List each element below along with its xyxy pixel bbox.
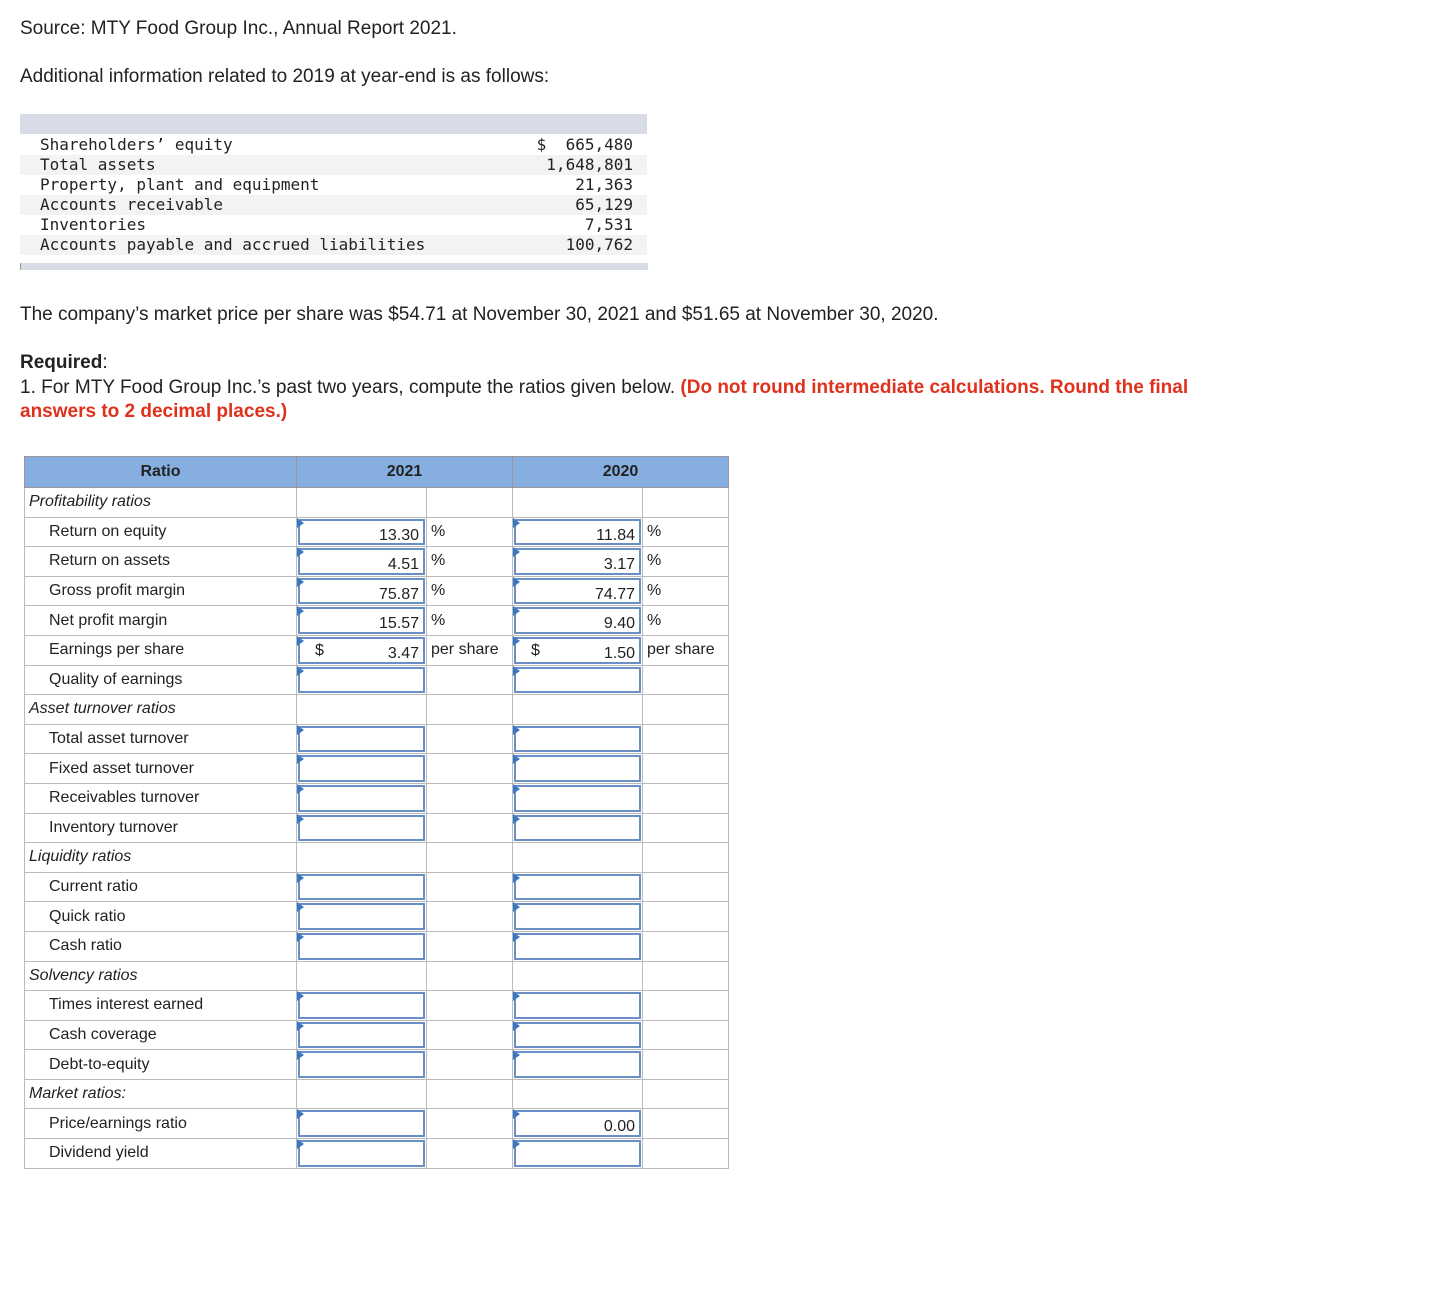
input-marker-icon bbox=[297, 754, 304, 764]
ratio-label: Quality of earnings bbox=[25, 665, 297, 695]
section-label: Liquidity ratios bbox=[25, 843, 297, 873]
info-table bbox=[20, 114, 647, 271]
input-marker-icon bbox=[297, 991, 304, 1001]
info-table-header-bar bbox=[20, 114, 647, 134]
answer-input-2020[interactable] bbox=[514, 578, 641, 605]
input-marker-icon bbox=[513, 518, 520, 528]
ratio-row bbox=[25, 1050, 729, 1080]
info-table-footer-bar bbox=[20, 263, 648, 270]
answer-input-2021[interactable] bbox=[298, 785, 425, 812]
ratio-row bbox=[25, 902, 729, 932]
input-marker-icon bbox=[513, 902, 520, 912]
header-ratio: Ratio bbox=[25, 457, 297, 488]
ratio-label: Fixed asset turnover bbox=[25, 754, 297, 784]
input-marker-icon bbox=[297, 784, 304, 794]
input-marker-icon bbox=[513, 725, 520, 735]
unit-cell-2020 bbox=[643, 991, 729, 1021]
unit-cell-2021 bbox=[427, 902, 513, 932]
unit-cell-2020 bbox=[643, 902, 729, 932]
answer-input-2020[interactable] bbox=[514, 755, 641, 782]
unit-cell-2020 bbox=[643, 754, 729, 784]
unit-cell-2021 bbox=[427, 872, 513, 902]
input-marker-icon bbox=[297, 932, 304, 942]
input-cell-2021 bbox=[297, 517, 427, 547]
answer-input-2020[interactable] bbox=[514, 607, 641, 634]
section-label: Asset turnover ratios bbox=[25, 695, 297, 725]
ratio-label: Return on assets bbox=[25, 547, 297, 577]
unit-cell-2020 bbox=[643, 665, 729, 695]
input-marker-icon bbox=[513, 547, 520, 557]
answer-value: 3.47 bbox=[387, 644, 419, 662]
input-cell-2021 bbox=[297, 783, 427, 813]
input-marker-icon bbox=[297, 577, 304, 587]
input-cell-2021 bbox=[297, 872, 427, 902]
input-marker-icon bbox=[513, 1109, 520, 1119]
input-cell-2020 bbox=[513, 724, 643, 754]
input-cell-2020 bbox=[513, 1050, 643, 1080]
answer-input-2020[interactable] bbox=[514, 874, 641, 901]
ratio-label: Price/earnings ratio bbox=[25, 1109, 297, 1139]
input-cell-2020 bbox=[513, 635, 643, 665]
section-row bbox=[25, 488, 729, 518]
unit-cell-2021 bbox=[427, 488, 513, 518]
answer-input-2020[interactable] bbox=[514, 785, 641, 812]
market-price-text: The company’s market price per share was $54.71 at November 30, 2021 and $51.65 at November 30, 2020. bbox=[20, 304, 939, 325]
answer-value: 15.57 bbox=[378, 615, 419, 633]
answer-input-2021[interactable] bbox=[298, 933, 425, 960]
answer-input-2021[interactable] bbox=[298, 815, 425, 842]
unit-cell-2020 bbox=[643, 724, 729, 754]
ratio-label: Inventory turnover bbox=[25, 813, 297, 843]
unit-cell-2020 bbox=[643, 813, 729, 843]
input-cell-2021 bbox=[297, 547, 427, 577]
input-cell-2021 bbox=[297, 754, 427, 784]
ratio-table bbox=[24, 456, 729, 1169]
answer-input-2021[interactable] bbox=[298, 755, 425, 782]
input-marker-icon bbox=[297, 1050, 304, 1060]
answer-input-2021[interactable] bbox=[298, 1110, 425, 1137]
input-marker-icon bbox=[513, 873, 520, 883]
input-cell-2021 bbox=[297, 931, 427, 961]
ratio-label: Total asset turnover bbox=[25, 724, 297, 754]
ratio-row bbox=[25, 754, 729, 784]
input-marker-icon bbox=[297, 902, 304, 912]
unit-cell-2020 bbox=[643, 931, 729, 961]
info-row bbox=[20, 175, 647, 195]
answer-input-2021[interactable] bbox=[298, 519, 425, 546]
answer-input-2020[interactable] bbox=[514, 1022, 641, 1049]
rounding-note: (Do not round intermediate calculations. Round the final answers to 2 decimal places.) bbox=[20, 377, 1189, 422]
ratio-label: Dividend yield bbox=[25, 1139, 297, 1169]
ratio-row bbox=[25, 813, 729, 843]
input-marker-icon bbox=[297, 606, 304, 616]
unit-cell-2020 bbox=[643, 783, 729, 813]
unit-cell-2021: % bbox=[427, 576, 513, 606]
empty-cell bbox=[513, 1079, 643, 1109]
answer-input-2020[interactable] bbox=[514, 933, 641, 960]
unit-cell-2020 bbox=[643, 843, 729, 873]
input-marker-icon bbox=[513, 666, 520, 676]
unit-cell-2021 bbox=[427, 961, 513, 991]
input-marker-icon bbox=[297, 1139, 304, 1149]
required-heading-colon: : bbox=[102, 352, 108, 373]
ratio-row bbox=[25, 1109, 729, 1139]
answer-input-2020[interactable] bbox=[514, 1051, 641, 1078]
section-row bbox=[25, 1079, 729, 1109]
input-cell-2021 bbox=[297, 635, 427, 665]
info-row-value: $ 665,480 bbox=[536, 135, 633, 154]
unit-cell-2020 bbox=[643, 1020, 729, 1050]
unit-cell-2021 bbox=[427, 931, 513, 961]
unit-cell-2021 bbox=[427, 1139, 513, 1169]
info-row-value: 100,762 bbox=[565, 235, 633, 254]
input-marker-icon bbox=[513, 991, 520, 1001]
empty-cell bbox=[513, 961, 643, 991]
unit-cell-2021 bbox=[427, 783, 513, 813]
ratio-label: Quick ratio bbox=[25, 902, 297, 932]
input-marker-icon bbox=[513, 1139, 520, 1149]
input-marker-icon bbox=[513, 1050, 520, 1060]
unit-cell-2021 bbox=[427, 843, 513, 873]
required-heading-text: Required bbox=[20, 352, 103, 373]
additional-info-line: Additional information related to 2019 at year-end is as follows: bbox=[20, 66, 550, 87]
unit-cell-2021 bbox=[427, 1079, 513, 1109]
section-row bbox=[25, 843, 729, 873]
answer-input-2021[interactable] bbox=[298, 1140, 425, 1167]
input-marker-icon bbox=[297, 666, 304, 676]
unit-cell-2020 bbox=[643, 1050, 729, 1080]
unit-cell-2020 bbox=[643, 1139, 729, 1169]
answer-value: 1.50 bbox=[603, 644, 635, 662]
ratio-row bbox=[25, 1020, 729, 1050]
input-cell-2021 bbox=[297, 1050, 427, 1080]
input-cell-2020 bbox=[513, 665, 643, 695]
ratio-row bbox=[25, 783, 729, 813]
ratio-label: Cash coverage bbox=[25, 1020, 297, 1050]
answer-input-2020[interactable] bbox=[514, 992, 641, 1019]
answer-value: 74.77 bbox=[594, 585, 635, 603]
unit-cell-2020 bbox=[643, 695, 729, 725]
answer-input-2020[interactable] bbox=[514, 726, 641, 753]
info-row-value: 21,363 bbox=[575, 175, 633, 194]
input-cell-2021 bbox=[297, 902, 427, 932]
input-cell-2020 bbox=[513, 931, 643, 961]
info-row bbox=[20, 135, 647, 155]
answer-value: 11.84 bbox=[596, 526, 635, 544]
answer-value: 75.87 bbox=[378, 585, 419, 603]
input-cell-2021 bbox=[297, 665, 427, 695]
unit-cell-2020 bbox=[643, 961, 729, 991]
answer-input-2021[interactable] bbox=[298, 578, 425, 605]
empty-cell bbox=[297, 488, 427, 518]
unit-cell-2020 bbox=[643, 488, 729, 518]
input-marker-icon bbox=[513, 932, 520, 942]
input-cell-2021 bbox=[297, 576, 427, 606]
input-marker-icon bbox=[297, 725, 304, 735]
answer-value: 0.00 bbox=[603, 1118, 635, 1136]
unit-cell-2021 bbox=[427, 813, 513, 843]
info-row bbox=[20, 195, 647, 215]
section-label: Market ratios: bbox=[25, 1079, 297, 1109]
input-cell-2020 bbox=[513, 517, 643, 547]
ratio-label: Return on equity bbox=[25, 517, 297, 547]
input-marker-icon bbox=[513, 606, 520, 616]
input-cell-2021 bbox=[297, 606, 427, 636]
header-2020: 2020 bbox=[513, 457, 729, 488]
ratio-label: Debt-to-equity bbox=[25, 1050, 297, 1080]
input-marker-icon bbox=[297, 873, 304, 883]
info-row-label: Property, plant and equipment bbox=[40, 175, 320, 194]
unit-cell-2020: % bbox=[643, 576, 729, 606]
answer-input-2021[interactable] bbox=[298, 992, 425, 1019]
answer-input-2021[interactable] bbox=[298, 1022, 425, 1049]
section-label: Solvency ratios bbox=[25, 961, 297, 991]
answer-input-2021[interactable] bbox=[298, 874, 425, 901]
answer-value: 13.30 bbox=[378, 526, 419, 544]
info-row bbox=[20, 215, 647, 235]
ratio-row bbox=[25, 991, 729, 1021]
answer-input-2020[interactable] bbox=[514, 815, 641, 842]
input-marker-icon bbox=[513, 754, 520, 764]
ratio-label: Cash ratio bbox=[25, 931, 297, 961]
ratio-label: Gross profit margin bbox=[25, 576, 297, 606]
unit-cell-2020 bbox=[643, 872, 729, 902]
ratio-row bbox=[25, 724, 729, 754]
unit-cell-2021 bbox=[427, 1020, 513, 1050]
empty-cell bbox=[513, 695, 643, 725]
unit-cell-2021 bbox=[427, 1109, 513, 1139]
answer-input-2021[interactable] bbox=[298, 726, 425, 753]
input-cell-2021 bbox=[297, 991, 427, 1021]
ratio-label: Receivables turnover bbox=[25, 783, 297, 813]
unit-cell-2020 bbox=[643, 1109, 729, 1139]
unit-cell-2021: % bbox=[427, 547, 513, 577]
input-cell-2020 bbox=[513, 813, 643, 843]
empty-cell bbox=[297, 843, 427, 873]
ratio-row bbox=[25, 872, 729, 902]
ratio-row bbox=[25, 606, 729, 636]
unit-cell-2021 bbox=[427, 1050, 513, 1080]
answer-value: 9.40 bbox=[603, 615, 635, 633]
unit-cell-2020: % bbox=[643, 547, 729, 577]
input-cell-2020 bbox=[513, 1109, 643, 1139]
input-cell-2020 bbox=[513, 1020, 643, 1050]
input-marker-icon bbox=[513, 577, 520, 587]
answer-input-2020[interactable] bbox=[514, 548, 641, 575]
unit-cell-2021 bbox=[427, 665, 513, 695]
info-row-label: Inventories bbox=[40, 215, 146, 234]
answer-input-2021[interactable] bbox=[298, 903, 425, 930]
input-cell-2020 bbox=[513, 902, 643, 932]
input-marker-icon bbox=[513, 814, 520, 824]
required-heading bbox=[20, 352, 108, 374]
unit-cell-2021 bbox=[427, 724, 513, 754]
required-text: 1. For MTY Food Group Inc.’s past two years, compute the ratios given below. bbox=[20, 377, 681, 398]
info-row-value: 65,129 bbox=[575, 195, 633, 214]
section-label: Profitability ratios bbox=[25, 488, 297, 518]
unit-cell-2021: % bbox=[427, 606, 513, 636]
answer-value: 4.51 bbox=[387, 556, 419, 574]
required-instructions bbox=[20, 376, 1250, 424]
input-cell-2020 bbox=[513, 547, 643, 577]
answer-input-2020[interactable] bbox=[514, 903, 641, 930]
answer-input-2020[interactable] bbox=[514, 1140, 641, 1167]
answer-input-2020[interactable] bbox=[514, 519, 641, 546]
answer-input-2021[interactable] bbox=[298, 1051, 425, 1078]
unit-cell-2021: % bbox=[427, 517, 513, 547]
answer-input-2021[interactable] bbox=[298, 667, 425, 694]
answer-value: 3.17 bbox=[603, 556, 635, 574]
input-marker-icon bbox=[297, 1109, 304, 1119]
ratio-row bbox=[25, 665, 729, 695]
answer-input-2020[interactable] bbox=[514, 637, 641, 664]
ratio-row bbox=[25, 547, 729, 577]
header-2021: 2021 bbox=[297, 457, 513, 488]
info-table-rows bbox=[20, 135, 647, 255]
empty-cell bbox=[513, 843, 643, 873]
empty-cell bbox=[297, 1079, 427, 1109]
ratio-label: Earnings per share bbox=[25, 635, 297, 665]
info-row bbox=[20, 155, 647, 175]
info-row-label: Shareholders’ equity bbox=[40, 135, 233, 154]
input-marker-icon bbox=[297, 1021, 304, 1031]
input-cell-2020 bbox=[513, 783, 643, 813]
ratio-row bbox=[25, 931, 729, 961]
unit-cell-2020: per share bbox=[643, 635, 729, 665]
unit-cell-2020: % bbox=[643, 606, 729, 636]
answer-input-2020[interactable] bbox=[514, 1110, 641, 1137]
input-cell-2021 bbox=[297, 813, 427, 843]
ratio-label: Times interest earned bbox=[25, 991, 297, 1021]
input-marker-icon bbox=[513, 1021, 520, 1031]
info-row-label: Total assets bbox=[40, 155, 156, 174]
input-cell-2021 bbox=[297, 1139, 427, 1169]
unit-cell-2020: % bbox=[643, 517, 729, 547]
section-row bbox=[25, 695, 729, 725]
answer-input-2021[interactable] bbox=[298, 548, 425, 575]
input-marker-icon bbox=[513, 636, 520, 646]
input-cell-2020 bbox=[513, 991, 643, 1021]
input-marker-icon bbox=[513, 784, 520, 794]
answer-input-2020[interactable] bbox=[514, 667, 641, 694]
answer-input-2021[interactable] bbox=[298, 637, 425, 664]
unit-cell-2021 bbox=[427, 754, 513, 784]
info-row-value: 1,648,801 bbox=[546, 155, 633, 174]
unit-cell-2021: per share bbox=[427, 635, 513, 665]
unit-cell-2021 bbox=[427, 991, 513, 1021]
input-marker-icon bbox=[297, 518, 304, 528]
input-cell-2021 bbox=[297, 724, 427, 754]
input-marker-icon bbox=[297, 636, 304, 646]
input-cell-2020 bbox=[513, 606, 643, 636]
empty-cell bbox=[513, 488, 643, 518]
currency-symbol: $ bbox=[315, 641, 324, 659]
info-row-label: Accounts payable and accrued liabilities bbox=[40, 235, 426, 254]
unit-cell-2020 bbox=[643, 1079, 729, 1109]
input-cell-2020 bbox=[513, 576, 643, 606]
empty-cell bbox=[297, 695, 427, 725]
section-row bbox=[25, 961, 729, 991]
empty-cell bbox=[297, 961, 427, 991]
info-row bbox=[20, 235, 647, 255]
info-row-label: Accounts receivable bbox=[40, 195, 224, 214]
ratio-row bbox=[25, 1139, 729, 1169]
unit-cell-2021 bbox=[427, 695, 513, 725]
input-cell-2020 bbox=[513, 1139, 643, 1169]
ratio-label: Net profit margin bbox=[25, 606, 297, 636]
info-row-value: 7,531 bbox=[584, 215, 633, 234]
input-marker-icon bbox=[297, 814, 304, 824]
ratio-row bbox=[25, 576, 729, 606]
ratio-label: Current ratio bbox=[25, 872, 297, 902]
ratio-row bbox=[25, 517, 729, 547]
ratio-row bbox=[25, 635, 729, 665]
currency-symbol: $ bbox=[531, 641, 540, 659]
input-cell-2020 bbox=[513, 754, 643, 784]
input-cell-2021 bbox=[297, 1109, 427, 1139]
input-cell-2021 bbox=[297, 1020, 427, 1050]
answer-input-2021[interactable] bbox=[298, 607, 425, 634]
input-cell-2020 bbox=[513, 872, 643, 902]
source-line: Source: MTY Food Group Inc., Annual Report 2021. bbox=[20, 18, 457, 39]
input-marker-icon bbox=[297, 547, 304, 557]
